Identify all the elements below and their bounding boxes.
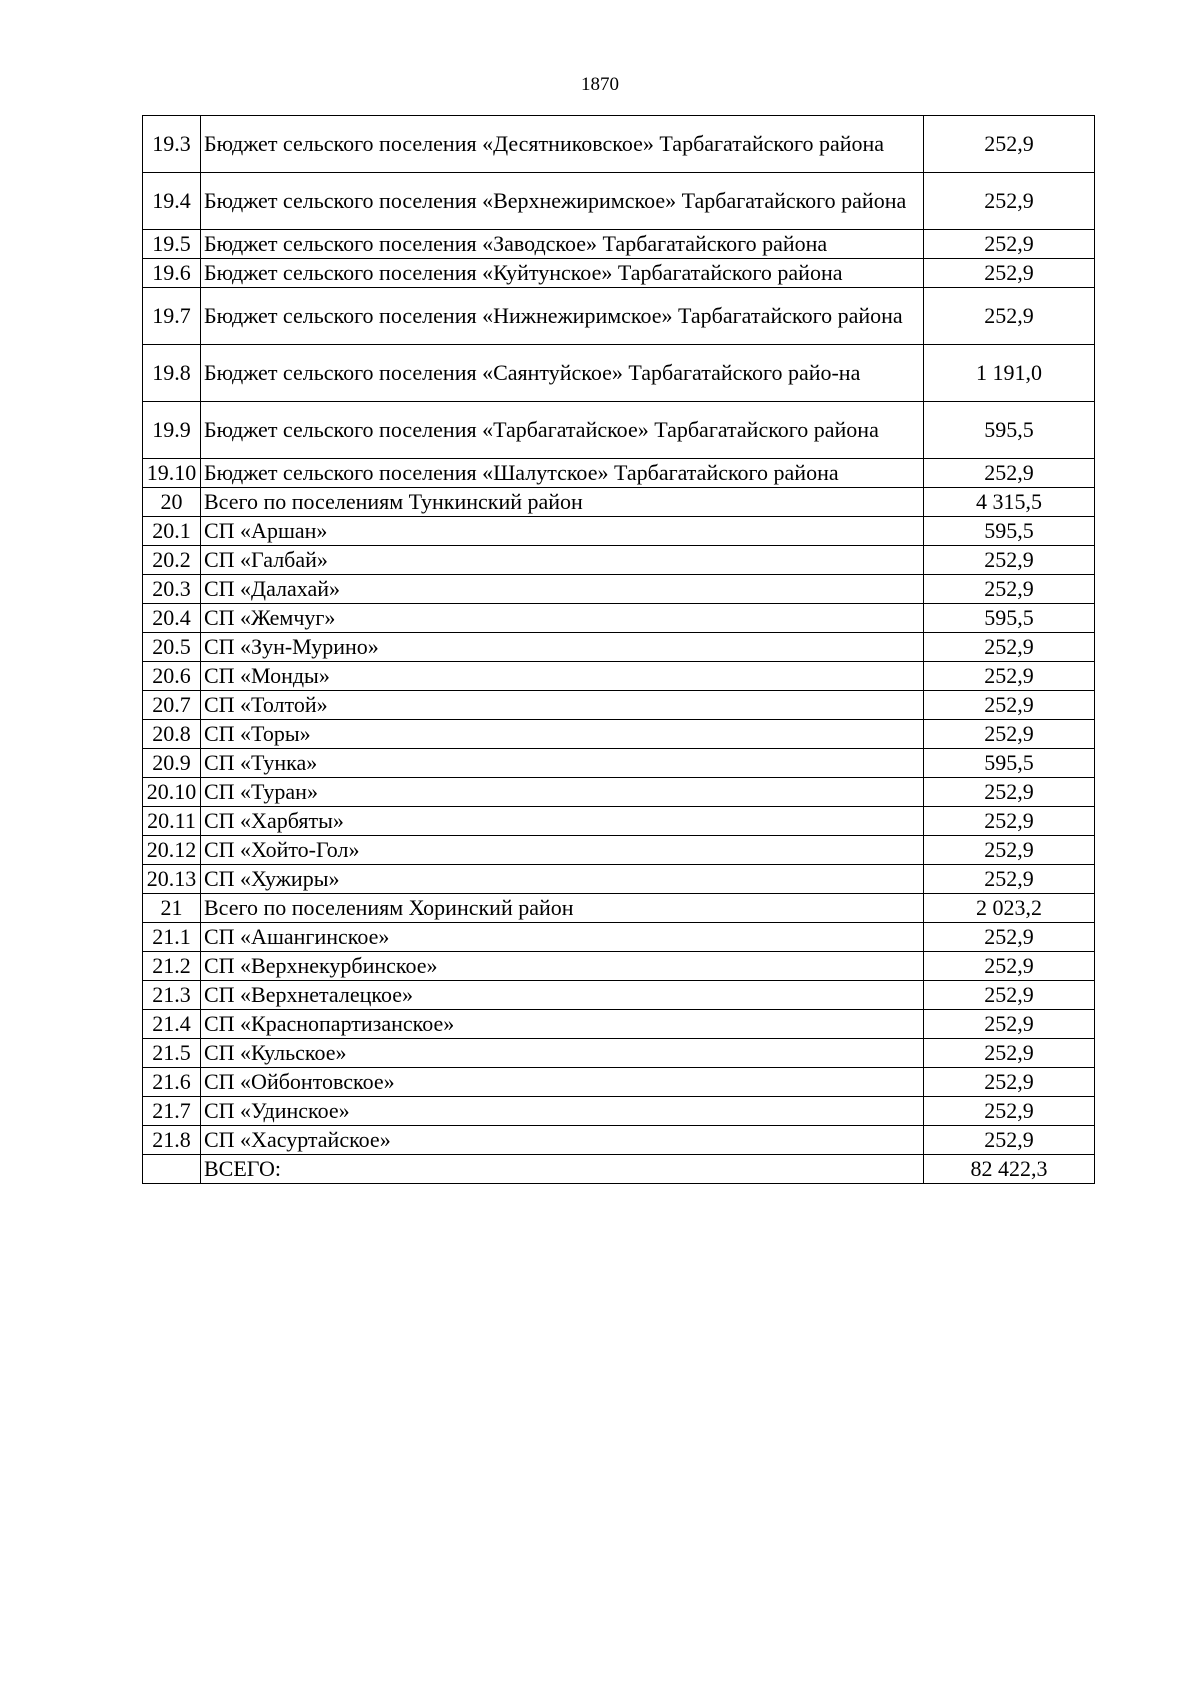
row-value: 252,9 xyxy=(924,259,1095,288)
row-value: 252,9 xyxy=(924,981,1095,1010)
table-row xyxy=(143,749,1095,778)
row-name: СП «Ашангинское» xyxy=(201,923,924,952)
row-name: СП «Галбай» xyxy=(201,546,924,575)
row-value: 252,9 xyxy=(924,865,1095,894)
row-value: 252,9 xyxy=(924,1010,1095,1039)
table-row xyxy=(143,923,1095,952)
row-number: 21.1 xyxy=(143,923,201,952)
page-number: 1870 xyxy=(581,74,619,95)
row-value: 252,9 xyxy=(924,1068,1095,1097)
row-name: СП «Хойто-Гол» xyxy=(201,836,924,865)
row-number: 21.6 xyxy=(143,1068,201,1097)
row-name: СП «Ойбонтовское» xyxy=(201,1068,924,1097)
table-row xyxy=(143,402,1095,459)
row-number: 19.8 xyxy=(143,345,201,402)
row-name: СП «Харбяты» xyxy=(201,807,924,836)
row-name: СП «Зун-Мурино» xyxy=(201,633,924,662)
row-number: 20.4 xyxy=(143,604,201,633)
row-number: 20.5 xyxy=(143,633,201,662)
table-row xyxy=(143,662,1095,691)
row-number: 19.4 xyxy=(143,173,201,230)
row-name: Бюджет сельского поселения «Саянтуйское» Тарбагатайского райо-на xyxy=(201,345,924,402)
row-name: Всего по поселениям Тункинский район xyxy=(201,488,924,517)
table-row xyxy=(143,230,1095,259)
row-value: 252,9 xyxy=(924,952,1095,981)
row-value: 252,9 xyxy=(924,116,1095,173)
table-row xyxy=(143,1010,1095,1039)
row-number: 20.12 xyxy=(143,836,201,865)
table-row xyxy=(143,116,1095,173)
table-row xyxy=(143,1068,1095,1097)
table-row xyxy=(143,345,1095,402)
row-name: СП «Верхнекурбинское» xyxy=(201,952,924,981)
row-value: 252,9 xyxy=(924,1097,1095,1126)
row-name: СП «Хужиры» xyxy=(201,865,924,894)
row-value: 252,9 xyxy=(924,836,1095,865)
row-number: 20.10 xyxy=(143,778,201,807)
table-row xyxy=(143,546,1095,575)
row-number: 20.13 xyxy=(143,865,201,894)
table-row xyxy=(143,575,1095,604)
row-number: 19.6 xyxy=(143,259,201,288)
table-row xyxy=(143,778,1095,807)
row-value: 595,5 xyxy=(924,517,1095,546)
row-name: Бюджет сельского поселения «Верхнежиримское» Тарбагатайского района xyxy=(201,173,924,230)
row-number: 20.1 xyxy=(143,517,201,546)
row-value: 1 191,0 xyxy=(924,345,1095,402)
table-row xyxy=(143,981,1095,1010)
row-number: 21.4 xyxy=(143,1010,201,1039)
row-number: 19.5 xyxy=(143,230,201,259)
row-name: СП «Торы» xyxy=(201,720,924,749)
row-name: СП «Далахай» xyxy=(201,575,924,604)
row-number: 19.10 xyxy=(143,459,201,488)
row-name: СП «Кульское» xyxy=(201,1039,924,1068)
row-name: СП «Краснопартизанское» xyxy=(201,1010,924,1039)
row-name: СП «Удинское» xyxy=(201,1097,924,1126)
row-name: СП «Хасуртайское» xyxy=(201,1126,924,1155)
row-number: 21.2 xyxy=(143,952,201,981)
table-row xyxy=(143,173,1095,230)
row-name: Бюджет сельского поселения «Шалутское» Тарбагатайского района xyxy=(201,459,924,488)
table-row xyxy=(143,459,1095,488)
row-number: 20.2 xyxy=(143,546,201,575)
budget-table xyxy=(142,115,1095,1184)
row-value: 252,9 xyxy=(924,173,1095,230)
row-name: СП «Тунка» xyxy=(201,749,924,778)
table-row xyxy=(143,517,1095,546)
row-value: 252,9 xyxy=(924,662,1095,691)
row-value: 252,9 xyxy=(924,1126,1095,1155)
row-number: 19.3 xyxy=(143,116,201,173)
row-value: 252,9 xyxy=(924,923,1095,952)
row-name: СП «Жемчуг» xyxy=(201,604,924,633)
table-row xyxy=(143,865,1095,894)
row-number: 20.6 xyxy=(143,662,201,691)
row-name: СП «Аршан» xyxy=(201,517,924,546)
row-number: 19.9 xyxy=(143,402,201,459)
table-row xyxy=(143,691,1095,720)
row-name: Бюджет сельского поселения «Заводское» Тарбагатайского района xyxy=(201,230,924,259)
row-value: 252,9 xyxy=(924,230,1095,259)
row-number: 20.9 xyxy=(143,749,201,778)
row-name: Бюджет сельского поселения «Куйтунское» Тарбагатайского района xyxy=(201,259,924,288)
table-row xyxy=(143,807,1095,836)
row-name: Бюджет сельского поселения «Тарбагатайское» Тарбагатайского района xyxy=(201,402,924,459)
table-row xyxy=(143,894,1095,923)
row-number: 21 xyxy=(143,894,201,923)
row-value: 252,9 xyxy=(924,546,1095,575)
row-number: 21.3 xyxy=(143,981,201,1010)
row-value: 252,9 xyxy=(924,288,1095,345)
table-row xyxy=(143,952,1095,981)
row-number: 21.5 xyxy=(143,1039,201,1068)
table-row xyxy=(143,1039,1095,1068)
table-row xyxy=(143,836,1095,865)
row-number: 21.8 xyxy=(143,1126,201,1155)
row-name: Всего по поселениям Хоринский район xyxy=(201,894,924,923)
row-value: 252,9 xyxy=(924,633,1095,662)
row-value: 252,9 xyxy=(924,807,1095,836)
table-row xyxy=(143,720,1095,749)
row-name: Бюджет сельского поселения «Нижнежиримское» Тарбагатайского района xyxy=(201,288,924,345)
row-value: 595,5 xyxy=(924,749,1095,778)
row-number: 20.11 xyxy=(143,807,201,836)
row-value: 252,9 xyxy=(924,1039,1095,1068)
row-name: СП «Толтой» xyxy=(201,691,924,720)
row-value: 252,9 xyxy=(924,691,1095,720)
row-value: 252,9 xyxy=(924,459,1095,488)
row-value: 252,9 xyxy=(924,720,1095,749)
row-value: 252,9 xyxy=(924,778,1095,807)
row-number xyxy=(143,1155,201,1184)
row-number: 20.3 xyxy=(143,575,201,604)
row-number: 20.8 xyxy=(143,720,201,749)
row-value: 2 023,2 xyxy=(924,894,1095,923)
row-value: 595,5 xyxy=(924,402,1095,459)
row-number: 21.7 xyxy=(143,1097,201,1126)
budget-table-body xyxy=(143,116,1095,1184)
table-row xyxy=(143,259,1095,288)
row-value: 252,9 xyxy=(924,575,1095,604)
table-row xyxy=(143,488,1095,517)
row-number: 20.7 xyxy=(143,691,201,720)
row-value: 4 315,5 xyxy=(924,488,1095,517)
table-row xyxy=(143,1097,1095,1126)
row-name: ВСЕГО: xyxy=(201,1155,924,1184)
table-row xyxy=(143,1126,1095,1155)
row-name: СП «Монды» xyxy=(201,662,924,691)
row-number: 19.7 xyxy=(143,288,201,345)
row-value: 82 422,3 xyxy=(924,1155,1095,1184)
row-value: 595,5 xyxy=(924,604,1095,633)
row-name: СП «Верхнеталецкое» xyxy=(201,981,924,1010)
table-row xyxy=(143,633,1095,662)
row-name: СП «Туран» xyxy=(201,778,924,807)
table-row xyxy=(143,1155,1095,1184)
table-row xyxy=(143,288,1095,345)
row-name: Бюджет сельского поселения «Десятниковское» Тарбагатайского района xyxy=(201,116,924,173)
row-number: 20 xyxy=(143,488,201,517)
table-row xyxy=(143,604,1095,633)
